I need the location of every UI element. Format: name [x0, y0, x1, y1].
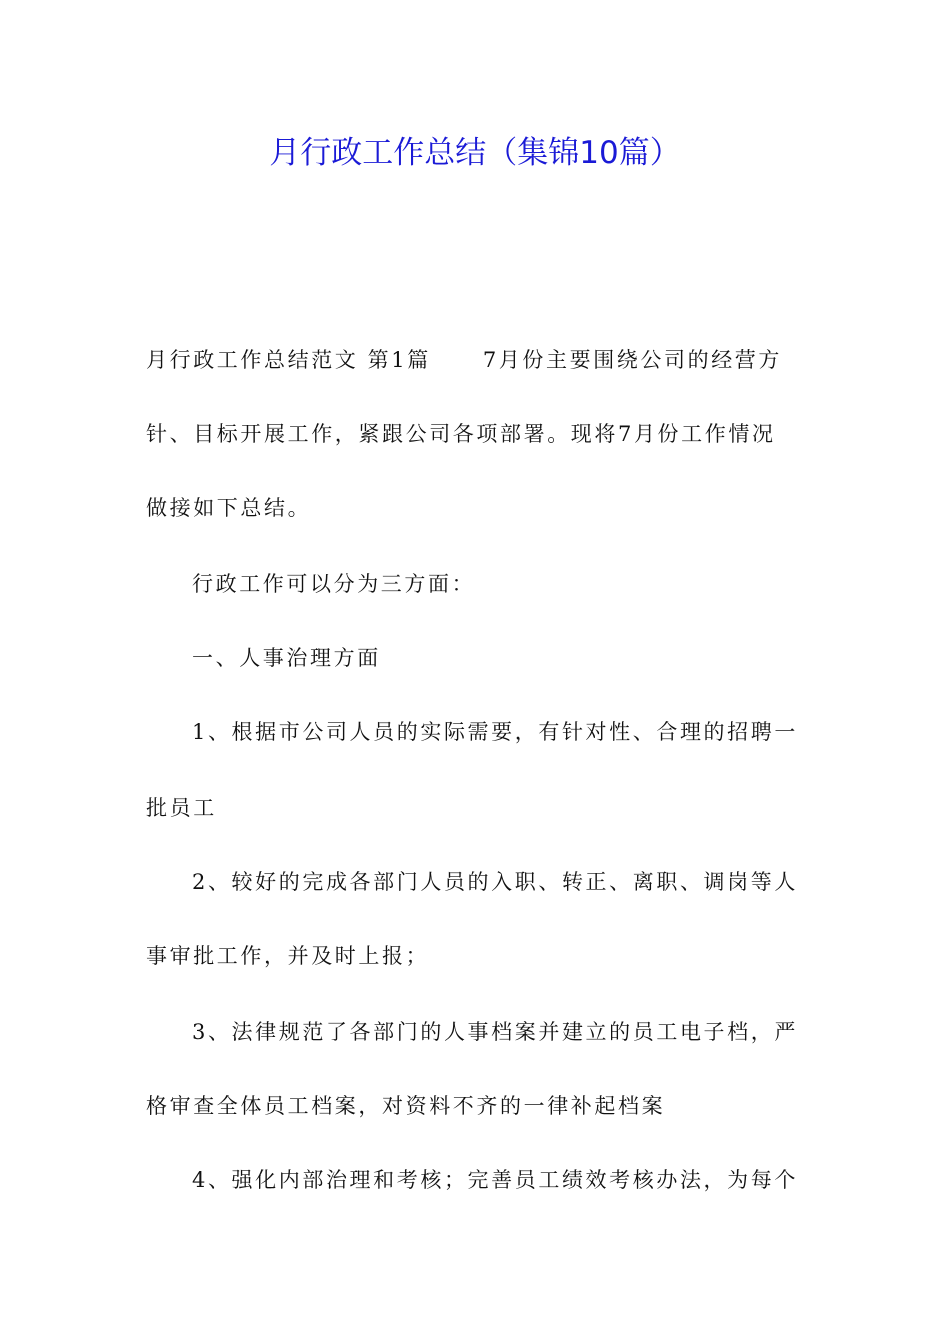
list-item-1: 1、根据市公司人员的实际需要，有针对性、合理的招聘一: [192, 720, 798, 744]
section-heading-personnel: 一、人事治理方面: [192, 646, 381, 670]
list-item-3-cont: 格审查全体员工档案，对资料不齐的一律补起档案: [146, 1094, 666, 1118]
list-item-4: 4、强化内部治理和考核；完善员工绩效考核办法，为每个: [192, 1168, 798, 1192]
paragraph-line-3: 做接如下总结。: [146, 496, 312, 520]
list-item-3: 3、法律规范了各部门的人事档案并建立的员工电子档，严: [192, 1020, 798, 1044]
paragraph-line-1: [146, 344, 816, 376]
list-item-2-cont: 事审批工作，并及时上报；: [146, 944, 430, 968]
list-item-1-cont: 批员工: [146, 796, 217, 820]
paragraph-text: 7月份主要围绕公司的经营方: [482, 348, 783, 372]
section-heading: 月行政工作总结范文 第1篇: [146, 348, 431, 372]
paragraph-line-2: 针、目标开展工作，紧跟公司各项部署。现将7月份工作情况: [146, 422, 776, 446]
list-item-2: 2、较好的完成各部门人员的入职、转正、离职、调岗等人: [192, 870, 798, 894]
paragraph-line-4: 行政工作可以分为三方面：: [192, 572, 476, 596]
document-title: 月行政工作总结（集锦10篇）: [269, 135, 681, 171]
